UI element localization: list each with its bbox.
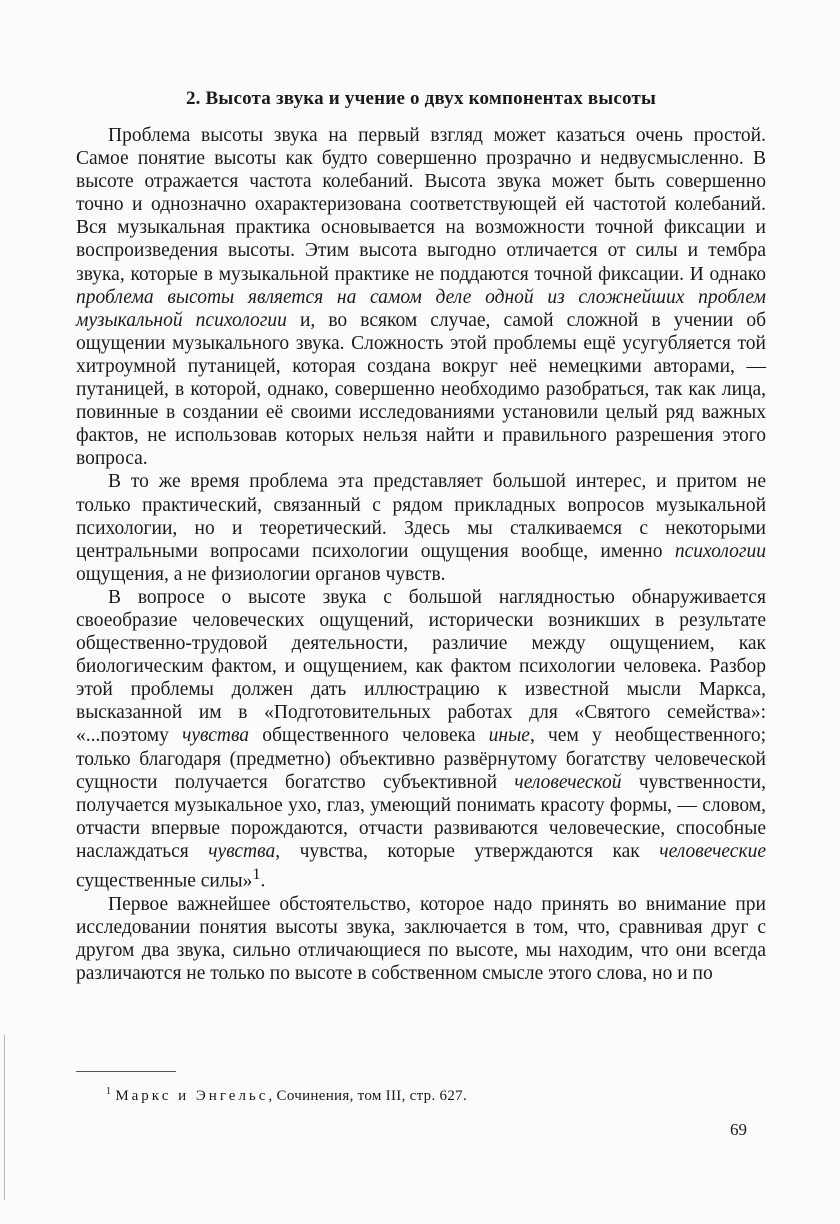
paragraph-3-italic-b: чувства (182, 725, 250, 747)
footnote-authors: Маркс и Энгельс (115, 1088, 269, 1104)
footnote-source: , Сочинения, том III, стр. 627. (268, 1088, 468, 1104)
footnote-marker: 1 (106, 1086, 112, 1097)
paragraph-3-italic-f: человеческой (514, 771, 622, 793)
paragraph-1 (76, 124, 766, 470)
footnote (106, 1086, 467, 1105)
paragraph-3-text-c: общественного человека (249, 725, 489, 747)
paragraph-2-text-a: В то же время проблема эта представляет большой интерес, и притом не только практический, связанный с рядом прикладных вопросов музыкальной психологии, но и теоретический. Здесь мы сталкиваемся с некоторыми центральными вопросами психологии ощущения вообще, именно (76, 471, 766, 562)
paragraph-3-text-i: , чувства, которые утверждаются как (275, 840, 660, 862)
paragraph-3-text-k: существенные силы» (76, 870, 253, 892)
paragraph-3-italic-j: человеческие (659, 840, 766, 862)
paragraph-2-italic-word: психологии (674, 540, 766, 562)
paragraph-3-text-l: . (260, 870, 266, 892)
paragraph-4-text-a: Первое важнейшее обстоятельство, которое надо принять во внимание при исследовании понятия высоты звука, заключается в том, что, сравнивая друг с другом два звука, сильно отличающиеся по высоте, мы находим, что они всегда различаются не только по высоте в собственном смысле этого слова, но и по (76, 893, 766, 984)
page-number: 69 (730, 1120, 747, 1139)
paragraph-2-text-c: ощущения, а не физиологии органов чувств. (76, 563, 446, 585)
scan-edge-line (4, 1035, 5, 1200)
paragraph-1-text-c: и, во всяком случае, самой сложной в учении об ощущении музыкального звука. Сложность этой проблемы ещё усугубляется той хитроумной путаницей, которая создана вокруг неё немецкими авторами, — путаницей, в которой, однако, совершенно необходимо разобраться, так как лица, повинные в создании её своими исследованиями установили целый ряд важных фактов, не использовав которых нельзя найти и правильного разрешения этого вопроса. (76, 309, 767, 470)
body-text (76, 124, 766, 985)
paragraph-2 (76, 470, 766, 585)
paragraph-3-text-g: чувственности, получается музыкальное ухо, глаз, умеющий понимать красоту формы, — словом, отчасти впервые порождаются, отчасти развиваются человеческие, способные наслаждаться (76, 771, 766, 862)
paragraph-4 (76, 893, 766, 985)
footnote-divider (76, 1071, 176, 1072)
paragraph-3-text-a: В вопросе о высоте звука с большой наглядностью обнаруживается своеобразие человеческих ощущений, исторически возникших в результате общественно-трудовой деятельности, различие между ощущением, как биологическим фактом, и ощущением, как фактом психологии человека. Разбор этой проблемы должен дать иллюстрацию к известной мысли Маркса, высказанной им в «Подготовительных работах для «Святого семейства»: «...поэтому (76, 586, 766, 747)
paragraph-3-italic-d: иные (488, 725, 530, 747)
paragraph-3-text-e: , чем у необщественного; только благодаря (предметно) объективно развёрнутому богатству человеческой сущности получается богатство субъективной (76, 725, 766, 793)
section-heading: 2. Высота звука и учение о двух компонентах высоты (185, 88, 657, 109)
paragraph-3 (76, 586, 766, 893)
paragraph-1-text-a: Проблема высоты звука на первый взгляд может казаться очень простой. Самое понятие высоты как будто совершенно прозрачно и недвусмысленно. В высоте отражается частота колебаний. Высота звука может быть совершенно точно и однозначно охарактеризована соответствующей ей частотой колебаний. Вся музыкальная практика основывается на возможности точной фиксации и воспроизведения высоты. Этим высота выгодно отличается от силы и тембра звука, которые в музыкальной практике не поддаются точной фиксации. И однако (76, 125, 766, 285)
paragraph-3-italic-h: чувства (208, 840, 276, 862)
footnote-reference[interactable]: 1 (252, 865, 261, 883)
paragraph-1-italic-phrase: проблема высоты является на самом деле одной из сложнейших проблем музыкальной психологии (76, 286, 766, 331)
